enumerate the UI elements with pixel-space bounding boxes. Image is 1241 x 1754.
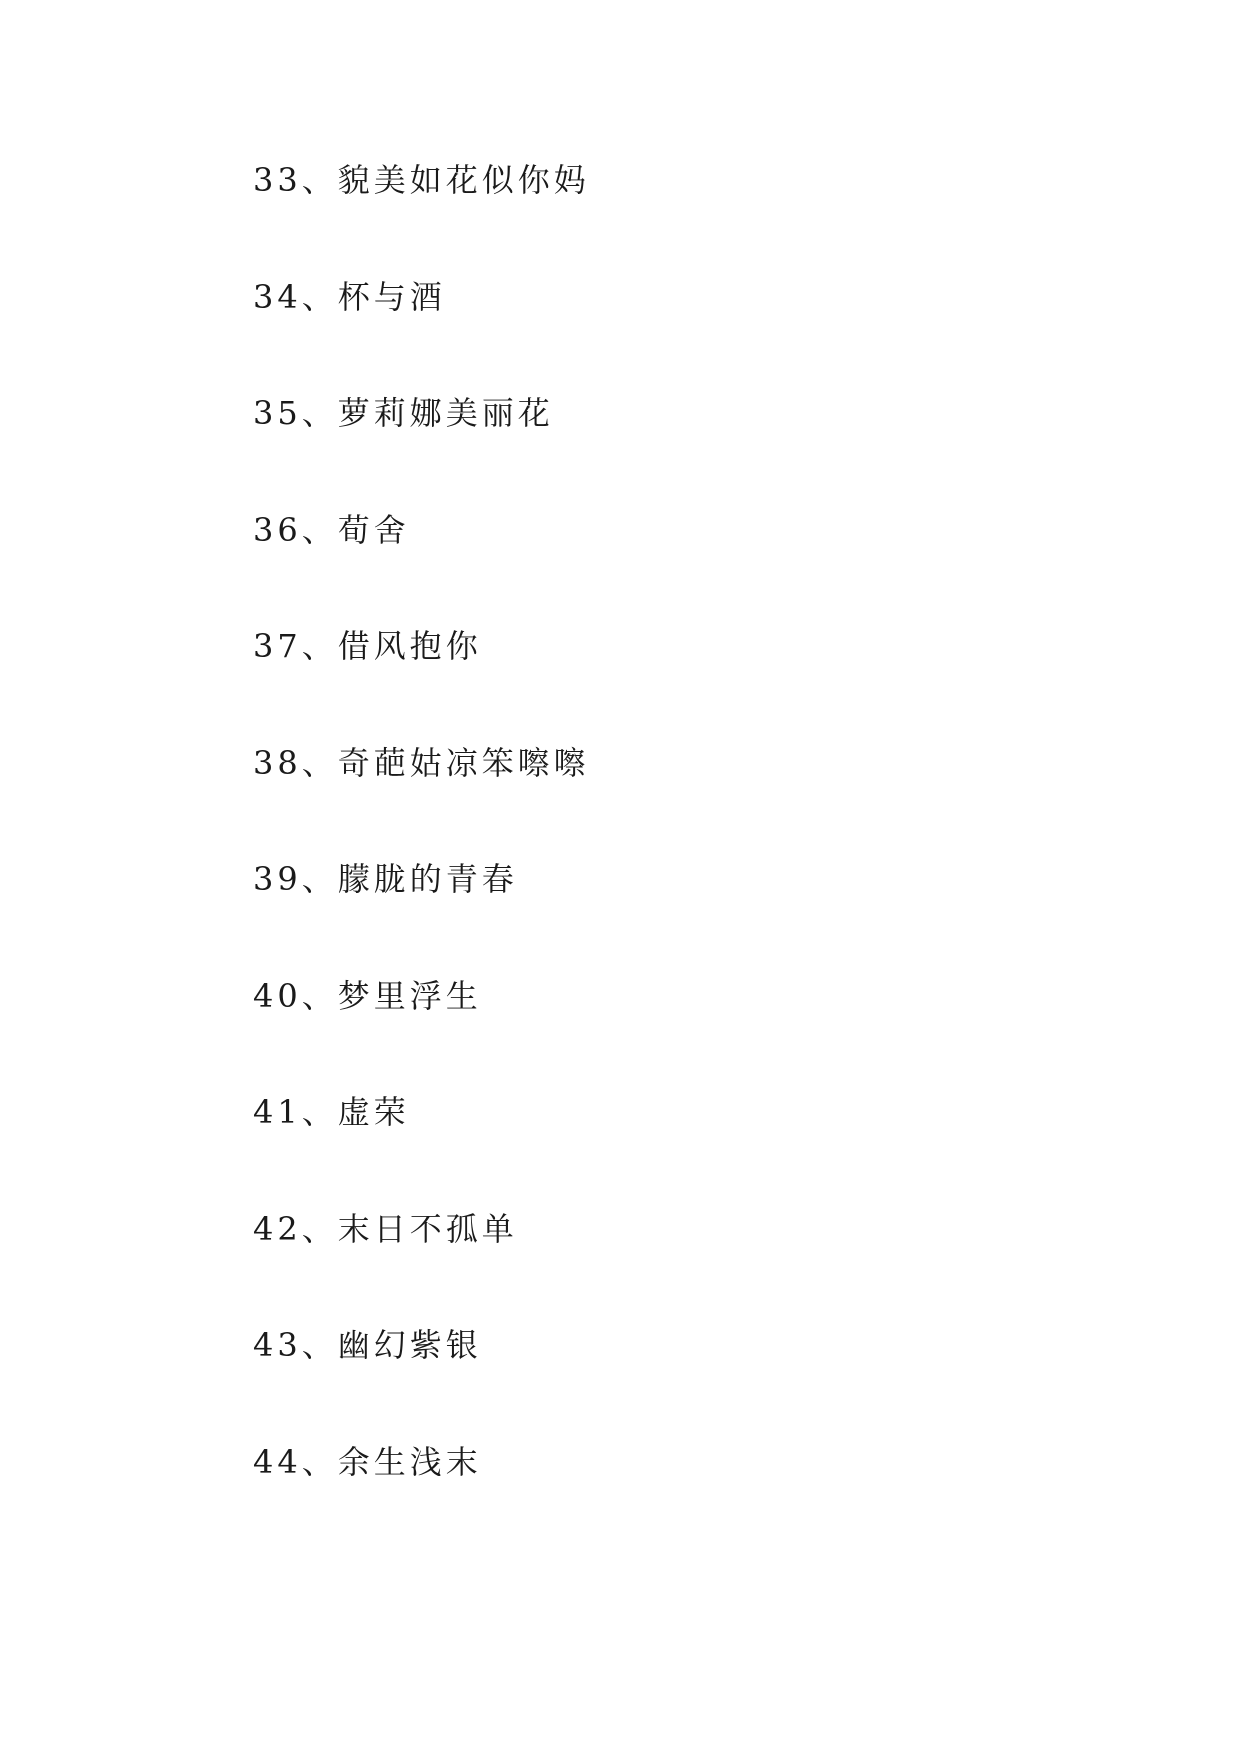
list-item: 43、幽幻紫银 bbox=[253, 1326, 482, 1364]
name-list bbox=[253, 160, 590, 1558]
list-item: 36、荀舍 bbox=[253, 510, 410, 549]
list-item: 44、余生浅末 bbox=[253, 1442, 482, 1481]
list-item: 42、末日不孤单 bbox=[253, 1209, 518, 1248]
list-item: 39、朦胧的青春 bbox=[253, 860, 518, 898]
list-item: 41、虚荣 bbox=[253, 1093, 410, 1131]
list-item: 33、貌美如花似你妈 bbox=[253, 161, 590, 199]
list-item: 38、奇葩姑凉笨嚓嚓 bbox=[253, 743, 590, 782]
list-item: 35、萝莉娜美丽花 bbox=[253, 394, 554, 432]
list-item: 34、杯与酒 bbox=[253, 277, 446, 316]
list-item: 40、梦里浮生 bbox=[253, 976, 482, 1015]
list-item: 37、借风抱你 bbox=[253, 627, 482, 665]
